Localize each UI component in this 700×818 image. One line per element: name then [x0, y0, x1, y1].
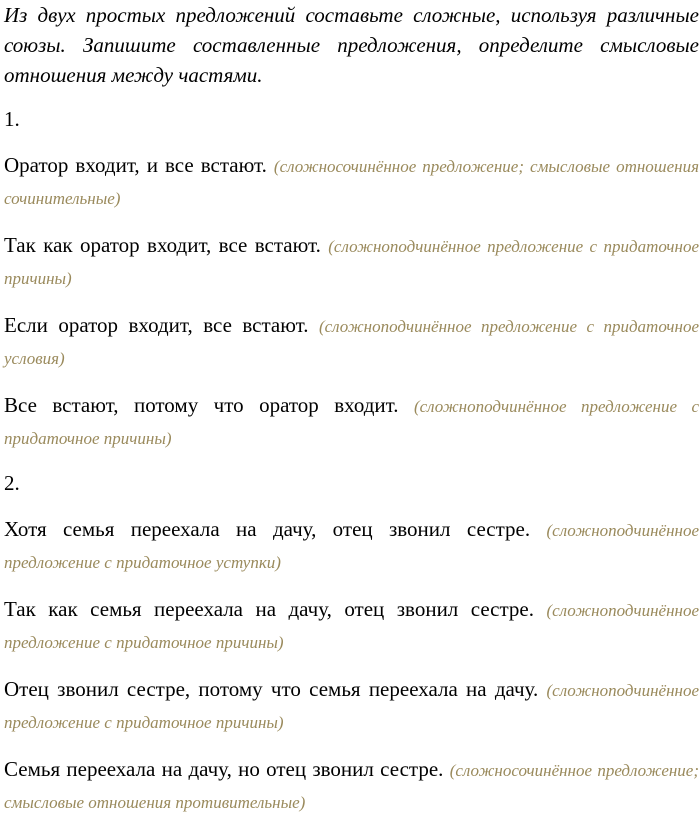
list-item — [4, 390, 699, 454]
grammar-note: (сложноподчинённое предложение с придаточное причины) — [4, 397, 699, 448]
sentence: Семья переехала на дачу, но отец звонил сестре. — [4, 757, 444, 781]
sentence: Так как оратор входит, все встают. — [4, 233, 321, 257]
sentence: Хотя семья переехала на дачу, отец звонил сестре. — [4, 517, 531, 541]
list-item — [4, 514, 699, 578]
sentence: Отец звонил сестре, потому что семья переехала на дачу. — [4, 677, 539, 701]
list-item — [4, 754, 699, 818]
group-number-1: 1. — [4, 107, 20, 131]
grammar-note: (сложноподчинённое предложение с придаточное причины) — [4, 237, 699, 288]
group-number-2: 2. — [4, 471, 20, 495]
grammar-note: (сложносочинённое предложение; смысловые отношения противительные) — [4, 761, 700, 812]
sentence: Если оратор входит, все встают. — [4, 313, 309, 337]
list-item — [4, 310, 699, 374]
list-item — [4, 594, 699, 658]
grammar-note: (сложноподчинённое предложение с придаточное причины) — [4, 601, 699, 652]
sentence: Оратор входит, и все встают. — [4, 153, 267, 177]
sentence: Так как семья переехала на дачу, отец звонил сестре. — [4, 597, 534, 621]
grammar-note: (сложноподчинённое предложение с придаточное причины) — [4, 681, 700, 732]
grammar-note: (сложносочинённое предложение; смысловые отношения сочинительные) — [4, 157, 699, 208]
sentence: Все встают, потому что оратор входит. — [4, 393, 399, 417]
list-item — [4, 150, 699, 214]
list-item — [4, 230, 699, 294]
list-item — [4, 674, 699, 738]
task-instruction: Из двух простых предложений составьте сложные, используя различные союзы. Запишите составленные предложения, определите смысловые отношения между частями. — [4, 3, 699, 87]
grammar-note: (сложноподчинённое предложение с придаточное уступки) — [4, 521, 700, 572]
grammar-note: (сложноподчинённое предложение с придаточное условия) — [4, 317, 699, 368]
